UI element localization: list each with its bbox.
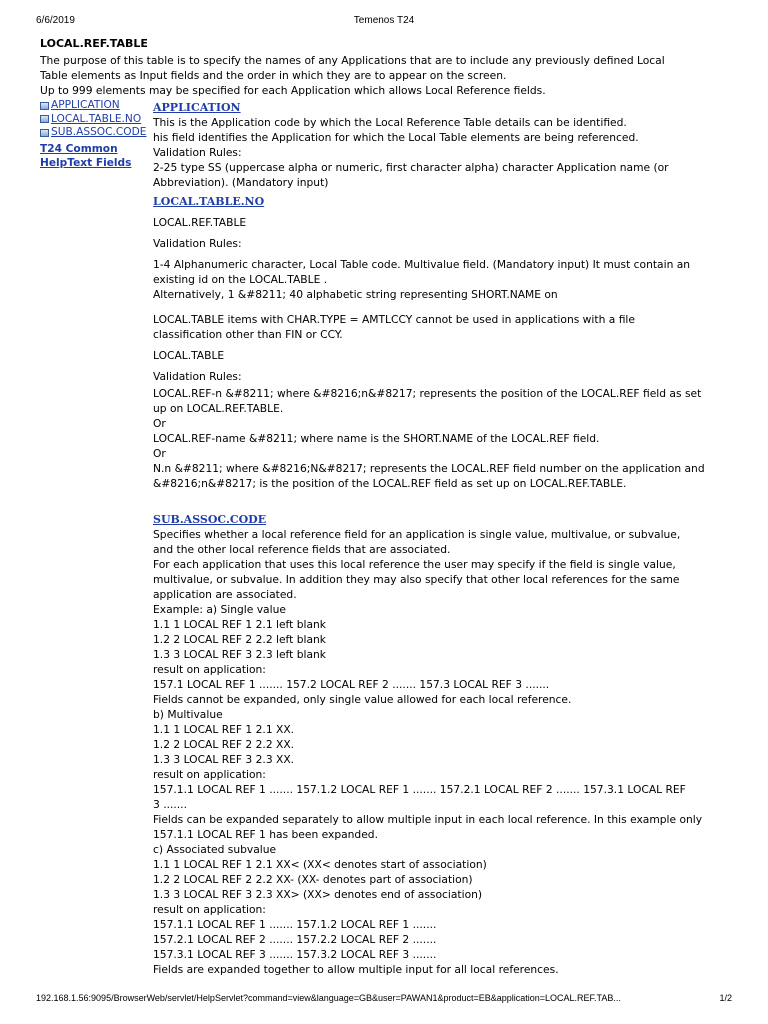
intro-line: Table elements as Input fields and the order in which they are to appear on the screen. bbox=[40, 69, 507, 82]
section-line: b) Multivalue bbox=[153, 708, 223, 721]
intro-line: The purpose of this table is to specify the names of any Applications that are to include any previously defined Local bbox=[40, 54, 665, 67]
section-line: Or bbox=[153, 447, 166, 460]
section-line: c) Associated subvalue bbox=[153, 843, 277, 856]
print-title: Temenos T24 bbox=[353, 15, 415, 26]
sidebar-link-label: SUB.ASSOC.CODE bbox=[51, 126, 147, 138]
page-title: LOCAL.REF.TABLE bbox=[40, 37, 148, 50]
section-line: his field identifies the Application for which the Local Table elements are being referenced. bbox=[153, 131, 639, 144]
sidebar-link-sub-assoc-code[interactable] bbox=[40, 126, 152, 140]
section-line: application are associated. bbox=[153, 588, 297, 601]
section-line: result on application: bbox=[153, 663, 266, 676]
section-line: result on application: bbox=[153, 903, 266, 916]
section-line: LOCAL.REF-n &#8211; where &#8216;n&#8217; represents the position of the LOCAL.REF field as set bbox=[153, 387, 702, 400]
section-line: 1.2 2 LOCAL REF 2 2.2 XX. bbox=[153, 738, 295, 751]
print-header bbox=[36, 15, 732, 29]
section-line: 1.1 1 LOCAL REF 1 2.1 XX< (XX< denotes start of association) bbox=[153, 858, 487, 871]
section-line: Abbreviation). (Mandatory input) bbox=[153, 176, 329, 189]
sidebar-link-label: LOCAL.TABLE.NO bbox=[51, 112, 142, 125]
section-line: LOCAL.TABLE items with CHAR.TYPE = AMTLCCY cannot be used in applications with a file bbox=[153, 313, 635, 326]
section-line: 157.2.1 LOCAL REF 2 ....... 157.2.2 LOCAL REF 2 ....... bbox=[153, 933, 437, 946]
section-application bbox=[153, 100, 723, 190]
help-page-icon bbox=[40, 129, 49, 137]
section-line: 1.3 3 LOCAL REF 3 2.3 XX> (XX> denotes end of association) bbox=[153, 888, 483, 901]
section-line: 157.1.1 LOCAL REF 1 has been expanded. bbox=[153, 828, 378, 841]
section-heading-application[interactable]: APPLICATION bbox=[153, 101, 241, 114]
intro-text bbox=[40, 53, 730, 98]
section-line: 1.3 3 LOCAL REF 3 2.3 left blank bbox=[153, 648, 326, 661]
sidebar-link-local-table-no[interactable] bbox=[40, 113, 152, 127]
section-line: Validation Rules: bbox=[153, 237, 242, 250]
section-line: up on LOCAL.REF.TABLE. bbox=[153, 402, 284, 415]
section-line: 157.1.1 LOCAL REF 1 ....... 157.1.2 LOCAL REF 1 ....... 157.2.1 LOCAL REF 2 ....... 157.3.1 LOCAL REF bbox=[153, 783, 686, 796]
section-heading-local-table-no[interactable]: LOCAL.TABLE.NO bbox=[153, 195, 265, 208]
sidebar-link-common-fields[interactable] bbox=[40, 142, 152, 170]
section-sub-assoc-code bbox=[153, 512, 723, 977]
section-line: Fields can be expanded separately to allow multiple input in each local reference. In this example only bbox=[153, 813, 703, 826]
print-date: 6/6/2019 bbox=[36, 15, 75, 26]
section-line: Fields are expanded together to allow multiple input for all local references. bbox=[153, 963, 559, 976]
section-line: Fields cannot be expanded, only single value allowed for each local reference. bbox=[153, 693, 572, 706]
section-line: 157.1.1 LOCAL REF 1 ....... 157.1.2 LOCAL REF 1 ....... bbox=[153, 918, 437, 931]
intro-line: Up to 999 elements may be specified for each Application which allows Local Reference fields. bbox=[40, 84, 546, 97]
section-line: 157.1 LOCAL REF 1 ....... 157.2 LOCAL REF 2 ....... 157.3 LOCAL REF 3 ....... bbox=[153, 678, 550, 691]
sidebar-link-label: APPLICATION bbox=[51, 99, 120, 111]
section-line: 1.3 3 LOCAL REF 3 2.3 XX. bbox=[153, 753, 295, 766]
section-line: For each application that uses this local reference the user may specify if the field is single value, bbox=[153, 558, 676, 571]
sidebar-link-application[interactable] bbox=[40, 99, 152, 113]
section-line: LOCAL.TABLE bbox=[153, 349, 225, 362]
section-line: This is the Application code by which the Local Reference Table details can be identified. bbox=[153, 116, 627, 129]
section-line: Example: a) Single value bbox=[153, 603, 286, 616]
print-footer bbox=[36, 993, 732, 1007]
section-line: 1.1 1 LOCAL REF 1 2.1 XX. bbox=[153, 723, 295, 736]
section-line: LOCAL.REF-name &#8211; where name is the SHORT.NAME of the LOCAL.REF field. bbox=[153, 432, 600, 445]
section-line: multivalue, or subvalue. In addition they may also specify that other local references for the same bbox=[153, 573, 680, 586]
section-line: Validation Rules: bbox=[153, 370, 242, 383]
section-line: Or bbox=[153, 417, 166, 430]
section-line: result on application: bbox=[153, 768, 266, 781]
common-fields-line: T24 Common bbox=[40, 142, 118, 155]
page-url: 192.168.1.56:9095/BrowserWeb/servlet/HelpServlet?command=view&language=GB&user=PAWAN1&product=EB&application=LOCAL.REF.TAB... bbox=[36, 993, 621, 1003]
section-heading-sub-assoc-code[interactable]: SUB.ASSOC.CODE bbox=[153, 513, 267, 526]
section-line: 1.2 2 LOCAL REF 2 2.2 XX- (XX- denotes part of association) bbox=[153, 873, 473, 886]
help-page-icon bbox=[40, 115, 49, 123]
section-line: classification other than FIN or CCY. bbox=[153, 328, 343, 341]
page-number: 1/2 bbox=[719, 993, 732, 1003]
section-line: Alternatively, 1 &#8211; 40 alphabetic string representing SHORT.NAME on bbox=[153, 288, 558, 301]
section-line: Validation Rules: bbox=[153, 146, 242, 159]
section-line: and the other local reference fields that are associated. bbox=[153, 543, 451, 556]
common-fields-line: HelpText Fields bbox=[40, 156, 132, 169]
section-local-table-no-rules bbox=[153, 386, 723, 491]
section-line: Specifies whether a local reference field for an application is single value, multivalue, or subvalue, bbox=[153, 528, 681, 541]
section-local-table-no bbox=[153, 194, 723, 384]
sidebar-nav bbox=[40, 99, 152, 170]
section-line: LOCAL.REF.TABLE bbox=[153, 216, 247, 229]
section-line: 1.2 2 LOCAL REF 2 2.2 left blank bbox=[153, 633, 326, 646]
section-line: 3 ....... bbox=[153, 798, 187, 811]
section-line: existing id on the LOCAL.TABLE . bbox=[153, 273, 328, 286]
section-line: &#8216;n&#8217; is the position of the LOCAL.REF field as set up on LOCAL.REF.TABLE. bbox=[153, 477, 627, 490]
section-line: 2-25 type SS (uppercase alpha or numeric, first character alpha) character Application name (or bbox=[153, 161, 669, 174]
section-line: 157.3.1 LOCAL REF 3 ....... 157.3.2 LOCAL REF 3 ....... bbox=[153, 948, 437, 961]
section-line: N.n &#8211; where &#8216;N&#8217; represents the LOCAL.REF field number on the application and bbox=[153, 462, 705, 475]
help-page-icon bbox=[40, 102, 49, 110]
section-line: 1.1 1 LOCAL REF 1 2.1 left blank bbox=[153, 618, 326, 631]
section-line: 1-4 Alphanumeric character, Local Table code. Multivalue field. (Mandatory input) It must contain an bbox=[153, 258, 691, 271]
